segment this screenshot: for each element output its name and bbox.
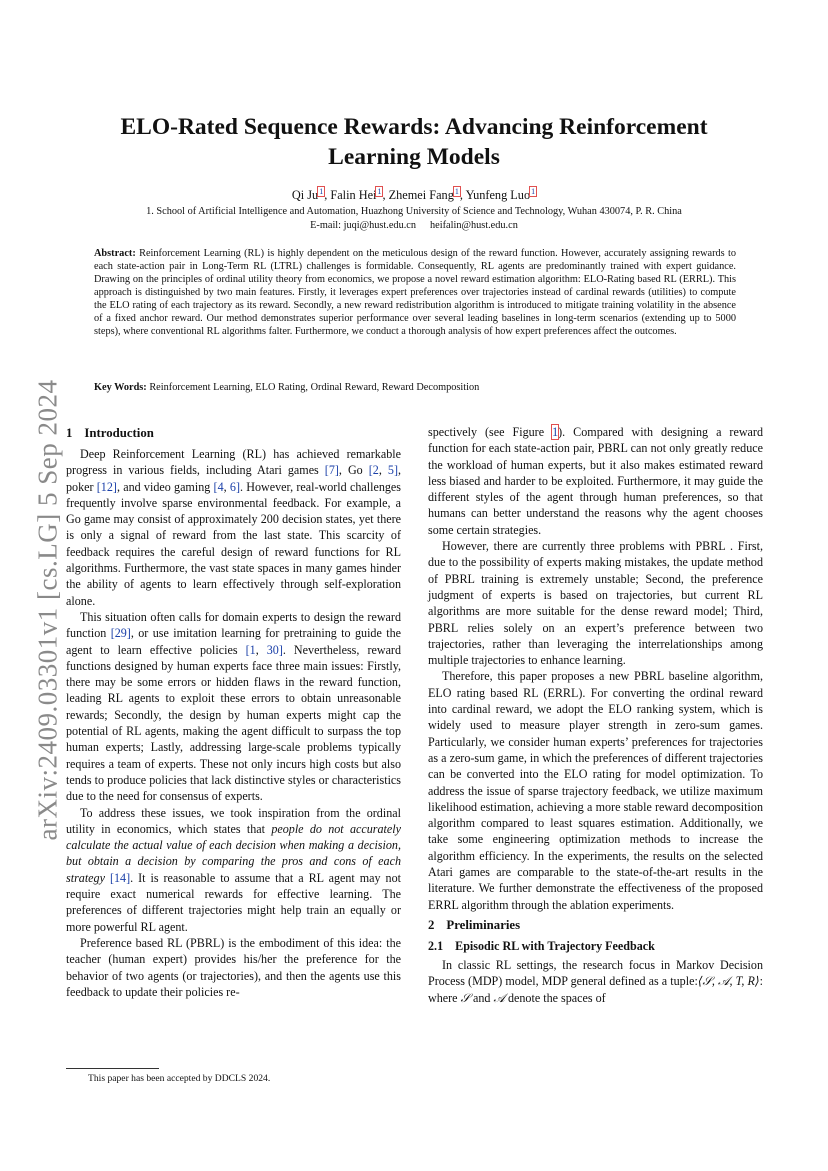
math-tuple: ⟨𝒮, 𝒜, T, R⟩: [697, 974, 760, 989]
citation-link[interactable]: [29]: [110, 626, 131, 641]
citation-link[interactable]: [4: [213, 479, 224, 494]
title-line-2: Learning Models: [328, 144, 500, 170]
email-label: E-mail:: [310, 220, 342, 231]
citation-link[interactable]: 5]: [387, 463, 398, 478]
citation-link[interactable]: [14]: [109, 870, 131, 885]
footnote: This paper has been accepted by DDCLS 2024.: [88, 1073, 271, 1084]
citation-link[interactable]: 6]: [229, 479, 240, 494]
right-column: [428, 424, 763, 1006]
abstract: [94, 247, 736, 338]
paragraph: However, there are currently three problems with PBRL . First, due to the possibility of experts making mistakes, the update method of PBRL training is extremely unstable; Second, the preference judgment of experts is based on trajectories, but current RL algorithms are more suitable for the dense reward model; Third, PBRL relies solely on an expert’s preference between two trajectories, rather than leveraging the interrelationships among multiple trajectories to enhance learning.: [428, 539, 763, 668]
abstract-label: Abstract:: [94, 248, 136, 259]
citation-link[interactable]: [12]: [96, 479, 117, 494]
paragraph: Preference based RL (PBRL) is the embodiment of this idea: the teacher (human expert) provides his/her the preference for the behavior of two agents (or trajectories), and then the agents use this feedback to update their policies re-: [66, 935, 401, 999]
paragraph: Therefore, this paper proposes a new PBRL baseline algorithm, ELO rating based RL (ERRL). For converting the ordinal reward into cardinal reward, we adopt the ELO ranking system, which is widely used to measure player strength in zero-sum games. Particularly, we consider human experts’ preferences for trajectories as a zero-sum game, in which the preferences of different trajectories can be converted into the ELO rating for model optimization. To address the issue of sparse trajectory feedback, we utilize maximum likelihood estimation, achieving a more stable reward decomposition algorithm compared to least squares estimation. Additionally, we take some engineering optimization methods to increase the algorithm efficiency. In the experiments, the results on the selected Atari games are comparable to the state-of-the-art results in the literature. We further demonstrate the effectiveness of the proposed ERRL algorithm through the ablation experiments.: [428, 669, 763, 912]
footnote-divider: [66, 1068, 159, 1069]
paragraph: Deep Reinforcement Learning (RL) has achieved remarkable progress in various fields, including Atari games [7], Go [2, 5], poker [12], and video gaming [4, 6]. However, real-world challenges frequently involve sparse environmental feedback. For example, a Go game may consist of approximately 200 decision states, yet there is only a signal of reward from the last state. This scarcity of feedback requires the careful design of reward functions for RL algorithms. Furthermore, the vast state spaces in many games hinder the ability of agents to learn effectively through self-exploration alone.: [66, 447, 401, 608]
arxiv-identifier-stamp: [34, 0, 62, 1171]
section-heading: 2 Preliminaries: [428, 917, 521, 932]
math-symbol: 𝒮: [460, 990, 470, 1005]
keywords: [94, 381, 736, 394]
paper-title: [80, 112, 748, 172]
citation-link[interactable]: [1: [245, 642, 256, 657]
math-symbol: 𝒜: [493, 990, 505, 1005]
italic-quote: people do not accurately calculate the actual value of each decision when making a decision, but obtain a decision by comparing the pros and cons of each strategy: [66, 821, 401, 885]
title-line-1: ELO-Rated Sequence Rewards: Advancing Reinforcement: [120, 114, 708, 140]
author-name: Falin Hei: [330, 188, 377, 203]
affiliation-mark-link[interactable]: 1: [319, 187, 324, 196]
figure-link[interactable]: 1: [552, 425, 559, 439]
email-address: juqi@hust.edu.cn: [343, 220, 417, 231]
section-heading: 1 Introduction: [66, 426, 154, 440]
paragraph: spectively (see Figure 1). Compared with designing a reward function for each state-action pair, PBRL can not only greatly reduce the workload of human experts, but it also makes estimated reward less biased and harder to be exploited. Furthermore, it may guide the different styles of the agent through human preferences, so that humans can better understand the reasons why the agent chooses some certain strategies.: [428, 425, 764, 537]
citation-link[interactable]: [2: [368, 463, 379, 478]
paragraph: This situation often calls for domain experts to design the reward function [29], or use imitation learning for pretraining to guide the agent to learn effective policies [1, 30]. Nevertheless, reward functions designed by human experts face three main issues: Firstly, there may be some errors or hidden flaws in the reward function, leading RL agents to exploit these errors to obtain unreasonable rewards; Secondly, the design by human experts might cap the potential of RL agents, making the agent difficult to surpass the top human experts; Lastly, addressing large-scale problems typically requires a team of experts. These not only incurs high costs but also tends to produce policies that lack distinctive styles or characteristics due to the need for consensus of experts.: [66, 609, 402, 804]
author-name: Zhemei Fang: [388, 188, 454, 203]
keywords-label: Key Words:: [94, 382, 147, 393]
citation-link[interactable]: [7]: [324, 463, 339, 478]
affiliation-mark-link[interactable]: 1: [531, 187, 536, 196]
affiliation: 1. School of Artificial Intelligence and Automation, Huazhong University of Science and Technology, Wuhan 430074, P. R. China: [146, 206, 682, 217]
author-name: Yunfeng Luo: [465, 188, 531, 203]
email-line: [60, 219, 768, 232]
subsection-heading: 2.1 Episodic RL with Trajectory Feedback: [428, 938, 655, 953]
paragraph: In classic RL settings, the research focus in Markov Decision Process (MDP) model, MDP general defined as a tuple:⟨𝒮, 𝒜, T, R⟩: where 𝒮 and 𝒜 denote the spaces of: [428, 957, 763, 1005]
left-column: [66, 424, 401, 1000]
affiliation-mark-link[interactable]: 1: [377, 187, 382, 196]
author-name: Qi Ju: [291, 188, 319, 203]
affiliation-mark-link[interactable]: 1: [454, 187, 459, 196]
paragraph: To address these issues, we took inspiration from the ordinal utility in economics, which states that people do not accurately calculate the actual value of each decision when making a decision, but obtain a decision by comparing the pros and cons of each strategy [14]. It is reasonable to assume that a RL agent may not require exact numerical rewards for effective learning. The preferences of different trajectories might help train an equally or more powerful RL agent.: [66, 805, 402, 934]
keywords-text: Reinforcement Learning, ELO Rating, Ordinal Reward, Reward Decomposition: [149, 382, 480, 393]
email-address: heifalin@hust.edu.cn: [430, 220, 518, 231]
author-list: Qi Ju$^1$, Falin Hei$^1$, Zhemei Fang$^1$, Yunfeng Luo$^1$: [291, 187, 536, 203]
arxiv-id-text: arXiv:2409.03301v1 [cs.LG] 5 Sep 2024: [32, 379, 63, 841]
citation-link[interactable]: 30]: [266, 642, 283, 657]
abstract-text: Reinforcement Learning (RL) is highly dependent on the meticulous design of the reward function. However, accurately assigning rewards to each state-action pair in Long-Term RL (LTRL) challenges is formidable. Consequently, RL agents are predominantly trained with expert guidance. Drawing on the principles of ordinal utility theory from economics, we propose a novel reward estimation algorithm: ELO-Rating based RL (ERRL). This approach is distinguished by two main features. Firstly, it leverages expert preferences over trajectories instead of cardinal rewards (utilities) to compute the ELO rating of each trajectory as its reward. Secondly, a new reward redistribution algorithm is introduced to mitigate training volatility in the absence of a fixed anchor reward. Our method demonstrates superior performance over several leading baselines in long-term scenarios (extending up to 5000 steps), where conventional RL algorithms falter. Furthermore, we conduct a thorough analysis of how expert preferences affect the outcomes.: [94, 248, 737, 337]
